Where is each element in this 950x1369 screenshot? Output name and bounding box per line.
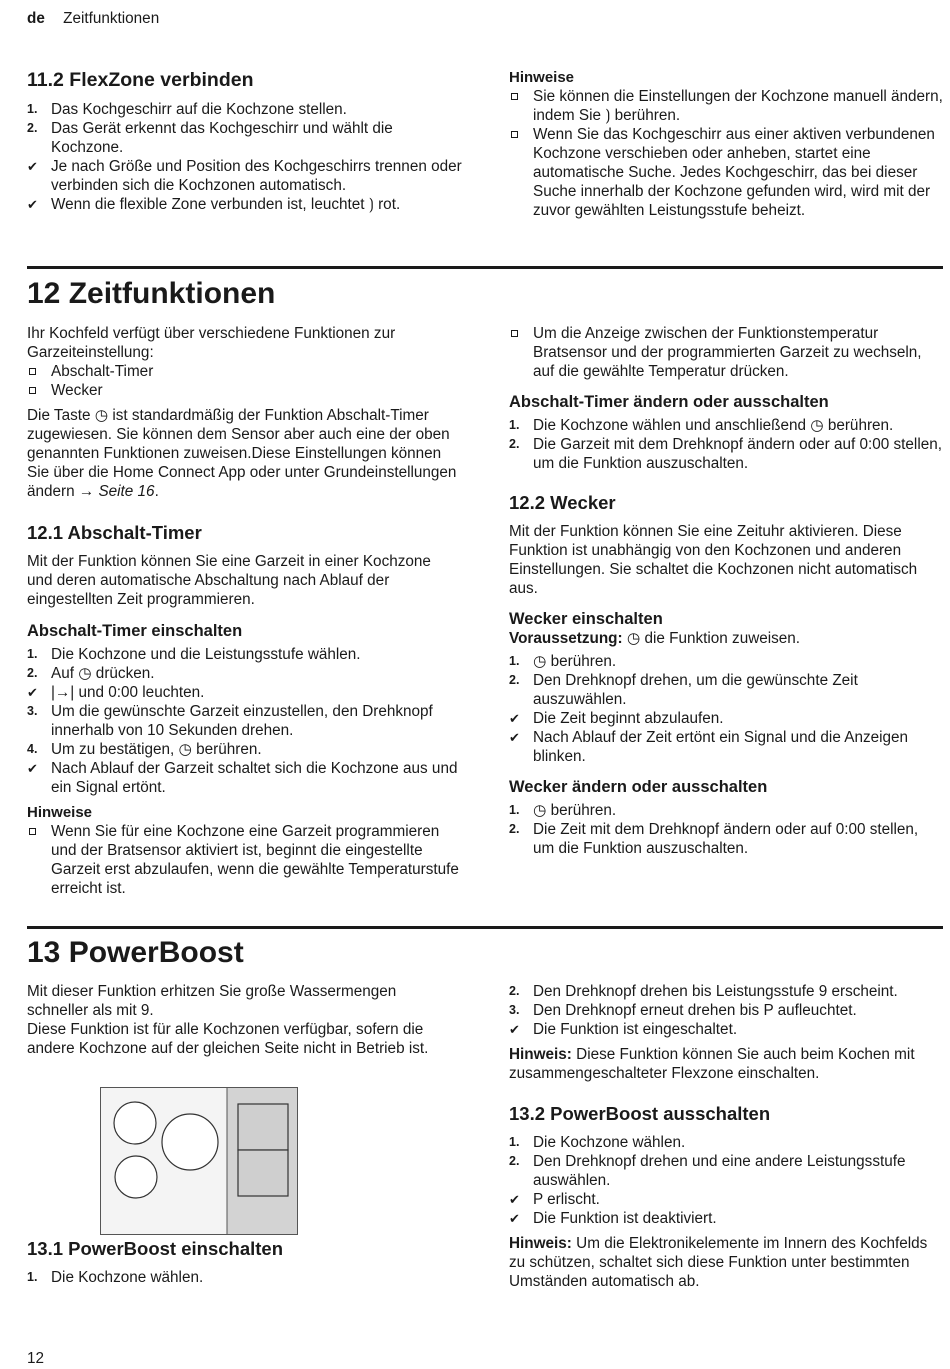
check-icon: ✔ [27,685,38,700]
list-item: Um die Anzeige zwischen der Funktionstemperatur Bratsensor und der programmierten Garzeit zu wechseln, auf die gewählte Temperatur drücken. [509,324,943,381]
list-item: Abschalt-Timer [27,362,459,381]
zeit-right-column [509,324,943,858]
list-item: 1. Die Kochzone wählen. [27,1269,204,1286]
note-paragraph: Hinweis: Diese Funktion können Sie auch beim Kochen mit zusammengeschalteter Flexzone einschalten. [509,1046,915,1082]
list-item: 2. Den Drehknopf drehen und eine andere Leistungsstufe auswählen. [509,1153,906,1189]
flexzone-top [238,1104,288,1150]
page-link[interactable]: Seite 16 [98,483,155,500]
flexzone-notes [509,68,943,220]
list-item: 1. Das Kochgeschirr auf die Kochzone stellen. [27,101,347,118]
flexzone-bottom [238,1150,288,1196]
bullet-icon [511,330,518,337]
list-item: 3. Den Drehknopf erneut drehen bis P aufleuchtet. [509,1002,857,1019]
bullet-icon [511,93,518,100]
check-icon: ✔ [27,159,38,174]
intro-text: Diese Funktion ist für alle Kochzonen verfügbar, sofern die andere Kochzone auf der gleichen Seite nicht in Betrieb ist. [27,1021,429,1057]
list-item: Wenn Sie für eine Kochzone eine Garzeit programmieren und der Bratsensor aktiviert ist, beginnt die eingestellte Garzeit erst abzulaufen, wenn die gewählte Temperaturstufe erreicht ist. [27,822,459,898]
list-item: 2. Auf ◷ drücken. [27,665,155,682]
boost-left-column [27,982,459,1058]
subsection-heading: 12.1 Abschalt-Timer [27,522,202,543]
procedure-heading: Abschalt-Timer einschalten [27,622,243,640]
check-icon: ✔ [509,730,520,745]
section-divider [27,926,943,929]
list-item: 2. Den Drehknopf drehen bis Leistungsstufe 9 erscheint. [509,983,898,1000]
check-icon: ✔ [509,1022,520,1037]
cooktop-diagram [100,1087,298,1235]
list-item: ✔ Wenn die flexible Zone verbunden ist, leuchtet ⟯ rot. [27,196,401,213]
list-item: 2. Die Garzeit mit dem Drehknopf ändern oder auf 0:00 stellen, um die Funktion auszuschalten. [509,436,942,472]
list-item: ✔ Die Funktion ist deaktiviert. [509,1210,717,1227]
wecker-intro: Mit der Funktion können Sie eine Zeituhr aktivieren. Diese Funktion ist unabhängig von den Kochzonen und anderen Einstellungen. Sie schaltet die Kochzonen nicht automatisch aus. [509,523,918,597]
subsection-heading: 13.1 PowerBoost einschalten [27,1238,284,1259]
boost-ein-left [27,1239,459,1287]
flexzone-section [27,68,467,214]
subsection-heading: 12.2 Wecker [509,492,616,513]
chapter-heading: 13 PowerBoost [27,936,244,969]
list-item: Wenn Sie das Kochgeschirr aus einer aktiven verbundenen Kochzone verschieben oder anheben, startet eine automatische Suche. Jedes Kochgeschirr, das bei dieser Suche innerhalb der Kochzone gefunden wird, wird mit der zuvor gewählten Leistungsstufe beheizt. [509,125,943,220]
subsection-heading: 13.2 PowerBoost ausschalten [509,1103,771,1124]
list-item: ✔ Nach Ablauf der Garzeit schaltet sich die Kochzone aus und ein Signal ertönt. [27,760,458,796]
check-icon: ✔ [27,761,38,776]
list-item: ✔ Je nach Größe und Position des Kochgeschirrs trennen oder verbinden sich die Kochzonen automatisch. [27,158,462,194]
list-item: Sie können die Einstellungen der Kochzone manuell ändern, indem Sie ⟯ berühren. [509,87,943,125]
chapter-heading: 12 Zeitfunktionen [27,277,276,310]
list-item: 1. Die Kochzone und die Leistungsstufe wählen. [27,646,361,663]
list-item: 2. Das Gerät erkennt das Kochgeschirr und wählt die Kochzone. [27,120,393,156]
bullet-icon [29,387,36,394]
check-icon: ✔ [509,1192,520,1207]
procedure-heading: Abschalt-Timer ändern oder ausschalten [509,393,829,411]
check-icon: ✔ [509,1211,520,1226]
list-item: ✔ Die Zeit beginnt abzulaufen. [509,710,724,727]
list-item: 1. ◷ berühren. [509,653,617,670]
notes-heading: Hinweise [509,69,575,86]
burner-small-bottom [115,1156,157,1198]
header-title: Zeitfunktionen [63,10,160,27]
page-number: 12 [27,1350,45,1367]
procedure-heading: Wecker ändern oder ausschalten [509,778,768,796]
bullet-icon [29,828,36,835]
page-header [27,9,159,28]
precondition: Voraussetzung: ◷ die Funktion zuweisen. [509,630,801,647]
list-item: 2. Den Drehknopf drehen, um die gewünschte Zeit auszuwählen. [509,672,858,708]
procedure-heading: Wecker einschalten [509,610,663,628]
list-item: 1. Die Kochzone wählen und anschließend ◷ berühren. [509,417,894,434]
zeit-left-column [27,324,459,898]
notes-heading: Hinweise [27,804,93,821]
list-item: 2. Die Zeit mit dem Drehknopf ändern oder auf 0:00 stellen, um die Funktion auszuschalten. [509,821,919,857]
timer-intro: Mit der Funktion können Sie eine Garzeit in einer Kochzone und deren automatische Abschaltung nach Ablauf der eingestellten Zeit programmieren. [27,553,431,608]
list-item: 4. Um zu bestätigen, ◷ berühren. [27,741,262,758]
list-item: ✔ P erlischt. [509,1191,600,1208]
check-icon: ✔ [509,711,520,726]
intro-text: Mit dieser Funktion erhitzen Sie große Wassermengen schneller als mit 9. [27,983,397,1019]
section-heading: 11.2 FlexZone verbinden [27,69,254,91]
note-paragraph: Hinweis: Um die Elektronikelemente im Innern des Kochfelds zu schützen, schaltet sich diese Funktion unter bestimmten Umständen automatisch ab. [509,1235,928,1290]
language-code: de [27,10,45,27]
burner-large [162,1114,218,1170]
list-item: ✔ Nach Ablauf der Zeit ertönt ein Signal und die Anzeigen blinken. [509,729,909,765]
list-item: ✔ Die Funktion ist eingeschaltet. [509,1021,738,1038]
bullet-icon [511,131,518,138]
check-icon: ✔ [27,197,38,212]
list-item: 3. Um die gewünschte Garzeit einzustellen, den Drehknopf innerhalb von 10 Sekunden drehen. [27,703,433,739]
cooktop-illustration [101,1088,297,1234]
taste-paragraph: Die Taste ◷ ist standardmäßig der Funktion Abschalt-Timer zugewiesen. Sie können dem Sensor aber auch eine der oben genannten Funktionen zuweisen.Diese Einstellungen können Sie über die Home Connect App oder unter Grundeinstellungen ändern → Seite 16. [27,407,457,500]
bullet-icon [29,368,36,375]
section-divider [27,266,943,269]
list-item: 1. Die Kochzone wählen. [509,1134,686,1151]
burner-small-top [114,1102,156,1144]
intro-text: Ihr Kochfeld verfügt über verschiedene Funktionen zur Garzeiteinstellung: [27,325,396,361]
list-item: 1. ◷ berühren. [509,802,617,819]
list-item: ✔ |→| und 0:00 leuchten. [27,684,205,701]
list-item: Wecker [27,381,459,400]
boost-right-column [509,982,943,1291]
